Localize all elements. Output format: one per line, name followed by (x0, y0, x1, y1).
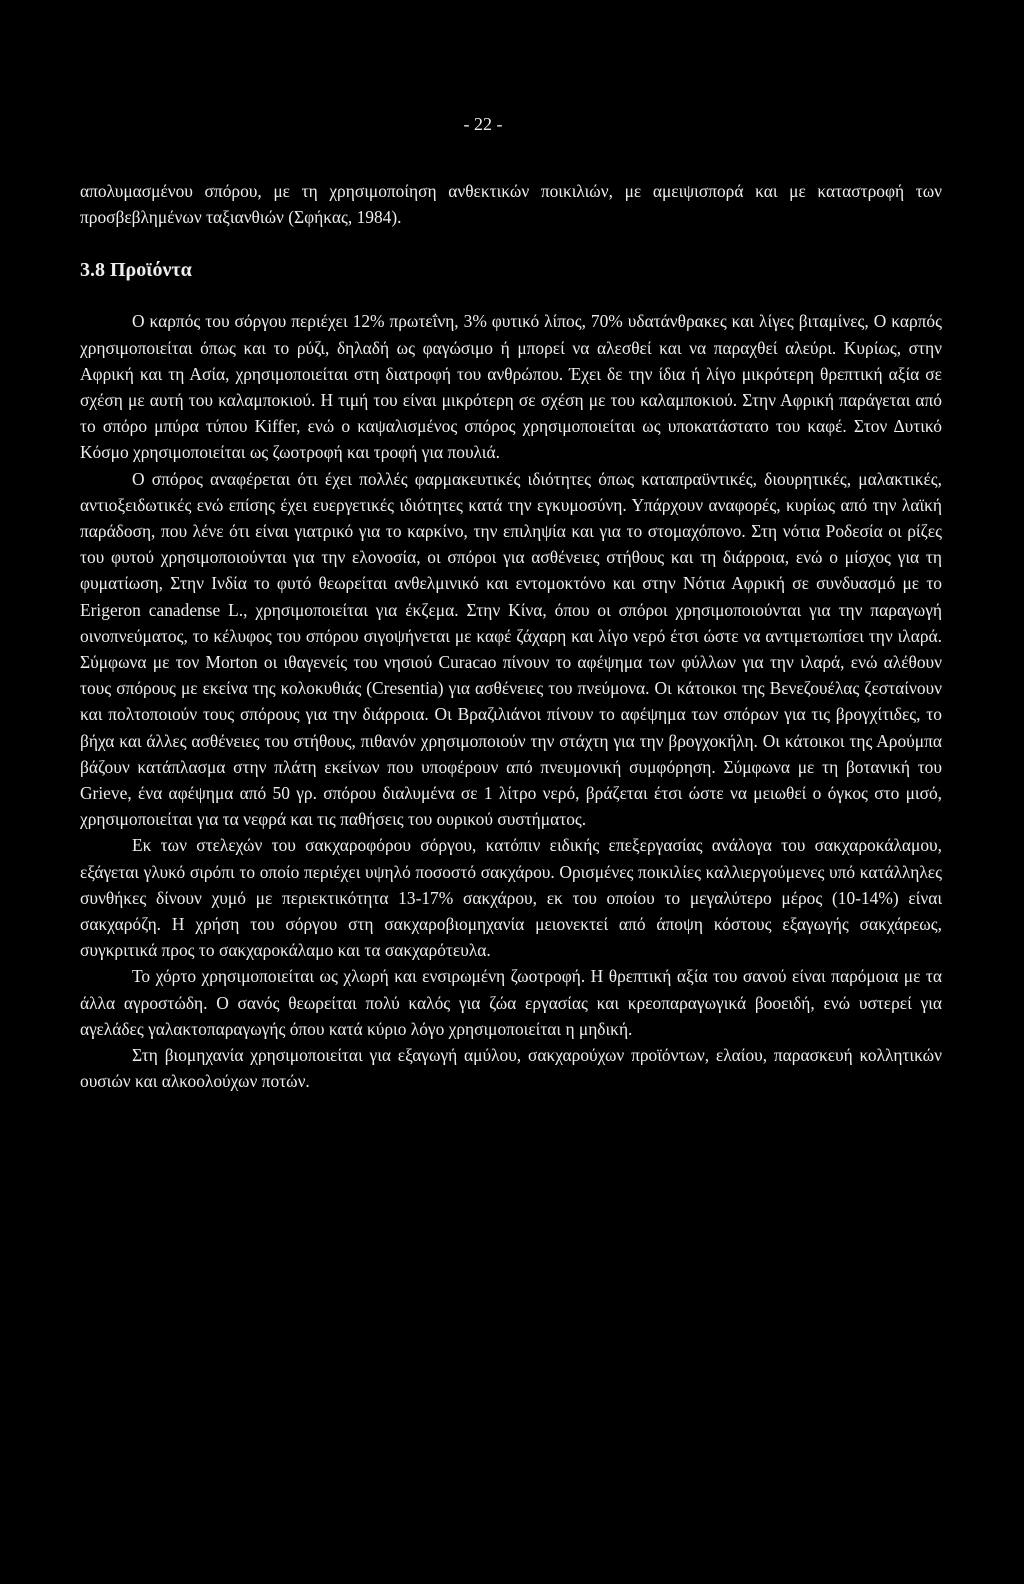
section-heading: 3.8 Προϊόντα (80, 259, 192, 282)
continuation-paragraph: απολυμασμένου σπόρου, με τη χρησιμοποίηση ανθεκτικών ποικιλιών, με αμειψισπορά και με καταστροφή των προσβεβλημένων ταξιανθιών (Σφήκας, 1984). (80, 181, 942, 228)
paragraph-syrup: Εκ των στελεχών του σακχαροφόρου σόργου, κατόπιν ειδικής επεξεργασίας ανάλογα του σακχαροκάλαμου, εξάγεται γλυκό σιρόπι το οποίο περιέχει υψηλό ποσοστό σακχάρου. Ορισμένες ποικιλίες καλλιεργούμενες υπό κατάλληλες συνθήκες δίνουν χυμό με περιεκτικότητα 13-17% σακχάρου, εκ του οποίου το μεγαλύτερο μέρος (10-14%) είναι σακχαρόζη. Η χρήση του σόργου στη σακχαροβιομηχανία μειονεκτεί από άποψη κόστους εξαγωγής σακχάρεως, συγκριτικά προς το σακχαροκάλαμο και τα σακχαρότευλα. (80, 835, 942, 961)
page-number: - 22 - (463, 114, 503, 134)
paragraph-products-grain: Ο καρπός του σόργου περιέχει 12% πρωτεΐνη, 3% φυτικό λίπος, 70% υδατάνθρακες και λίγες βιταμίνες, Ο καρπός χρησιμοποιείται όπως και το ρύζι, δηλαδή ως φαγώσιμο ή μπορεί να αλεσθεί και να παραχθεί αλεύρι. Κυρίως, στην Αφρική και τη Ασία, χρησιμοποιείται στη διατροφή του ανθρώπου. Έχει δε την ίδια ή λίγο μικρότερη θρεπτική αξία σε σχέση με αυτή του καλαμποκιού. Η τιμή του είναι μικρότερη σε σχέση με του καλαμποκιού. Στην Αφρική παράγεται από το σπόρο μπύρα τύπου Kiffer, ενώ ο καψαλισμένος σπόρος χρησιμοποιείται ως υποκατάστατο του καφέ. Στον Δυτικό Κόσμο χρησιμοποιείται ως ζωοτροφή και τροφή για πουλιά. (80, 311, 942, 463)
paragraph-industry: Στη βιομηχανία χρησιμοποιείται για εξαγωγή αμύλου, σακχαρούχων προϊόντων, ελαίου, παρασκευή κολλητικών ουσιών και αλκοολούχων ποτών. (80, 1045, 942, 1092)
paragraph-medicinal-uses: Ο σπόρος αναφέρεται ότι έχει πολλές φαρμακευτικές ιδιότητες όπως καταπραϋντικές, διουρητικές, μαλακτικές, αντιοξειδωτικές ενώ επίσης έχει ευεργετικές ιδιότητες κατά την εγκυμοσύνη. Υπάρχουν αναφορές, κυρίως από την λαϊκή παράδοση, που λένε ότι είναι γιατρικό για το καρκίνο, την επιληψία και για το στομαχόπονο. Στη νότια Ροδεσία οι ρίζες του φυτού χρησιμοποιούνται για την ελονοσία, οι σπόροι για ασθένειες στήθους και τη διάρροια, ενώ ο μίσχος για τη φυματίωση, Στην Ινδία το φυτό θεωρείται ανθελμινικό και εντομοκτόνο και στην Νότια Αφρική σε συνδυασμό με το Erigeron canadense L., χρησιμοποιείται για έκζεμα. Στην Κίνα, όπου οι σπόροι χρησιμοποιούνται για την παραγωγή οινοπνεύματος, το κέλυφος του σπόρου σιγοψήνεται με καφέ ζάχαρη και λίγο νερό έτσι ώστε να αντιμετωπίσει την ιλαρά. Σύμφωνα με τον Morton οι ιθαγενείς του νησιού Curacao πίνουν το αφέψημα των φύλλων για την ιλαρά, ενώ αλέθουν τους σπόρους με εκείνα της κολοκυθιάς (Cresentia) για ασθένειες του πνεύμονα. Οι κάτοικοι της Βενεζουέλας ζεσταίνουν και πολτοποιούν τους σπόρους για την διάρροια. Οι Βραζιλιάνοι πίνουν το αφέψημα των σπόρων για τις βρογχίτιδες, το βήχα και άλλες ασθένειες του στήθους, πιθανόν χρησιμοποιούν την στάχτη για την βρογχοκήλη. Οι κάτοικοι της Αρούμπα βάζουν κατάπλασμα στην πλάτη εκείνων που υποφέρουν από πνευμονική συμφόρηση. Σύμφωνα με τη βοτανική του Grieve, ένα αφέψημα από 50 γρ. σπόρου διαλυμένα σε 1 λίτρο νερό, βράζεται έτσι ώστε να μειωθεί ο όγκος στο μισό, χρησιμοποιείται για τα νεφρά και τις παθήσεις του ουρικού συστήματος. (80, 468, 942, 830)
paragraph-forage: Το χόρτο χρησιμοποιείται ως χλωρή και ενσιρωμένη ζωοτροφή. Η θρεπτική αξία του σανού είναι παρόμοια με τα άλλα αγροστώδη. Ο σανός θεωρείται πολύ καλός για ζώα εργασίας και κρεοπαραγωγικά βοοειδή, ενώ υστερεί για αγελάδες γαλακτοπαραγωγής όπου κατά κύριο λόγο χρησιμοποιείται η μηδική. (80, 966, 942, 1039)
page-content (80, 178, 942, 1095)
